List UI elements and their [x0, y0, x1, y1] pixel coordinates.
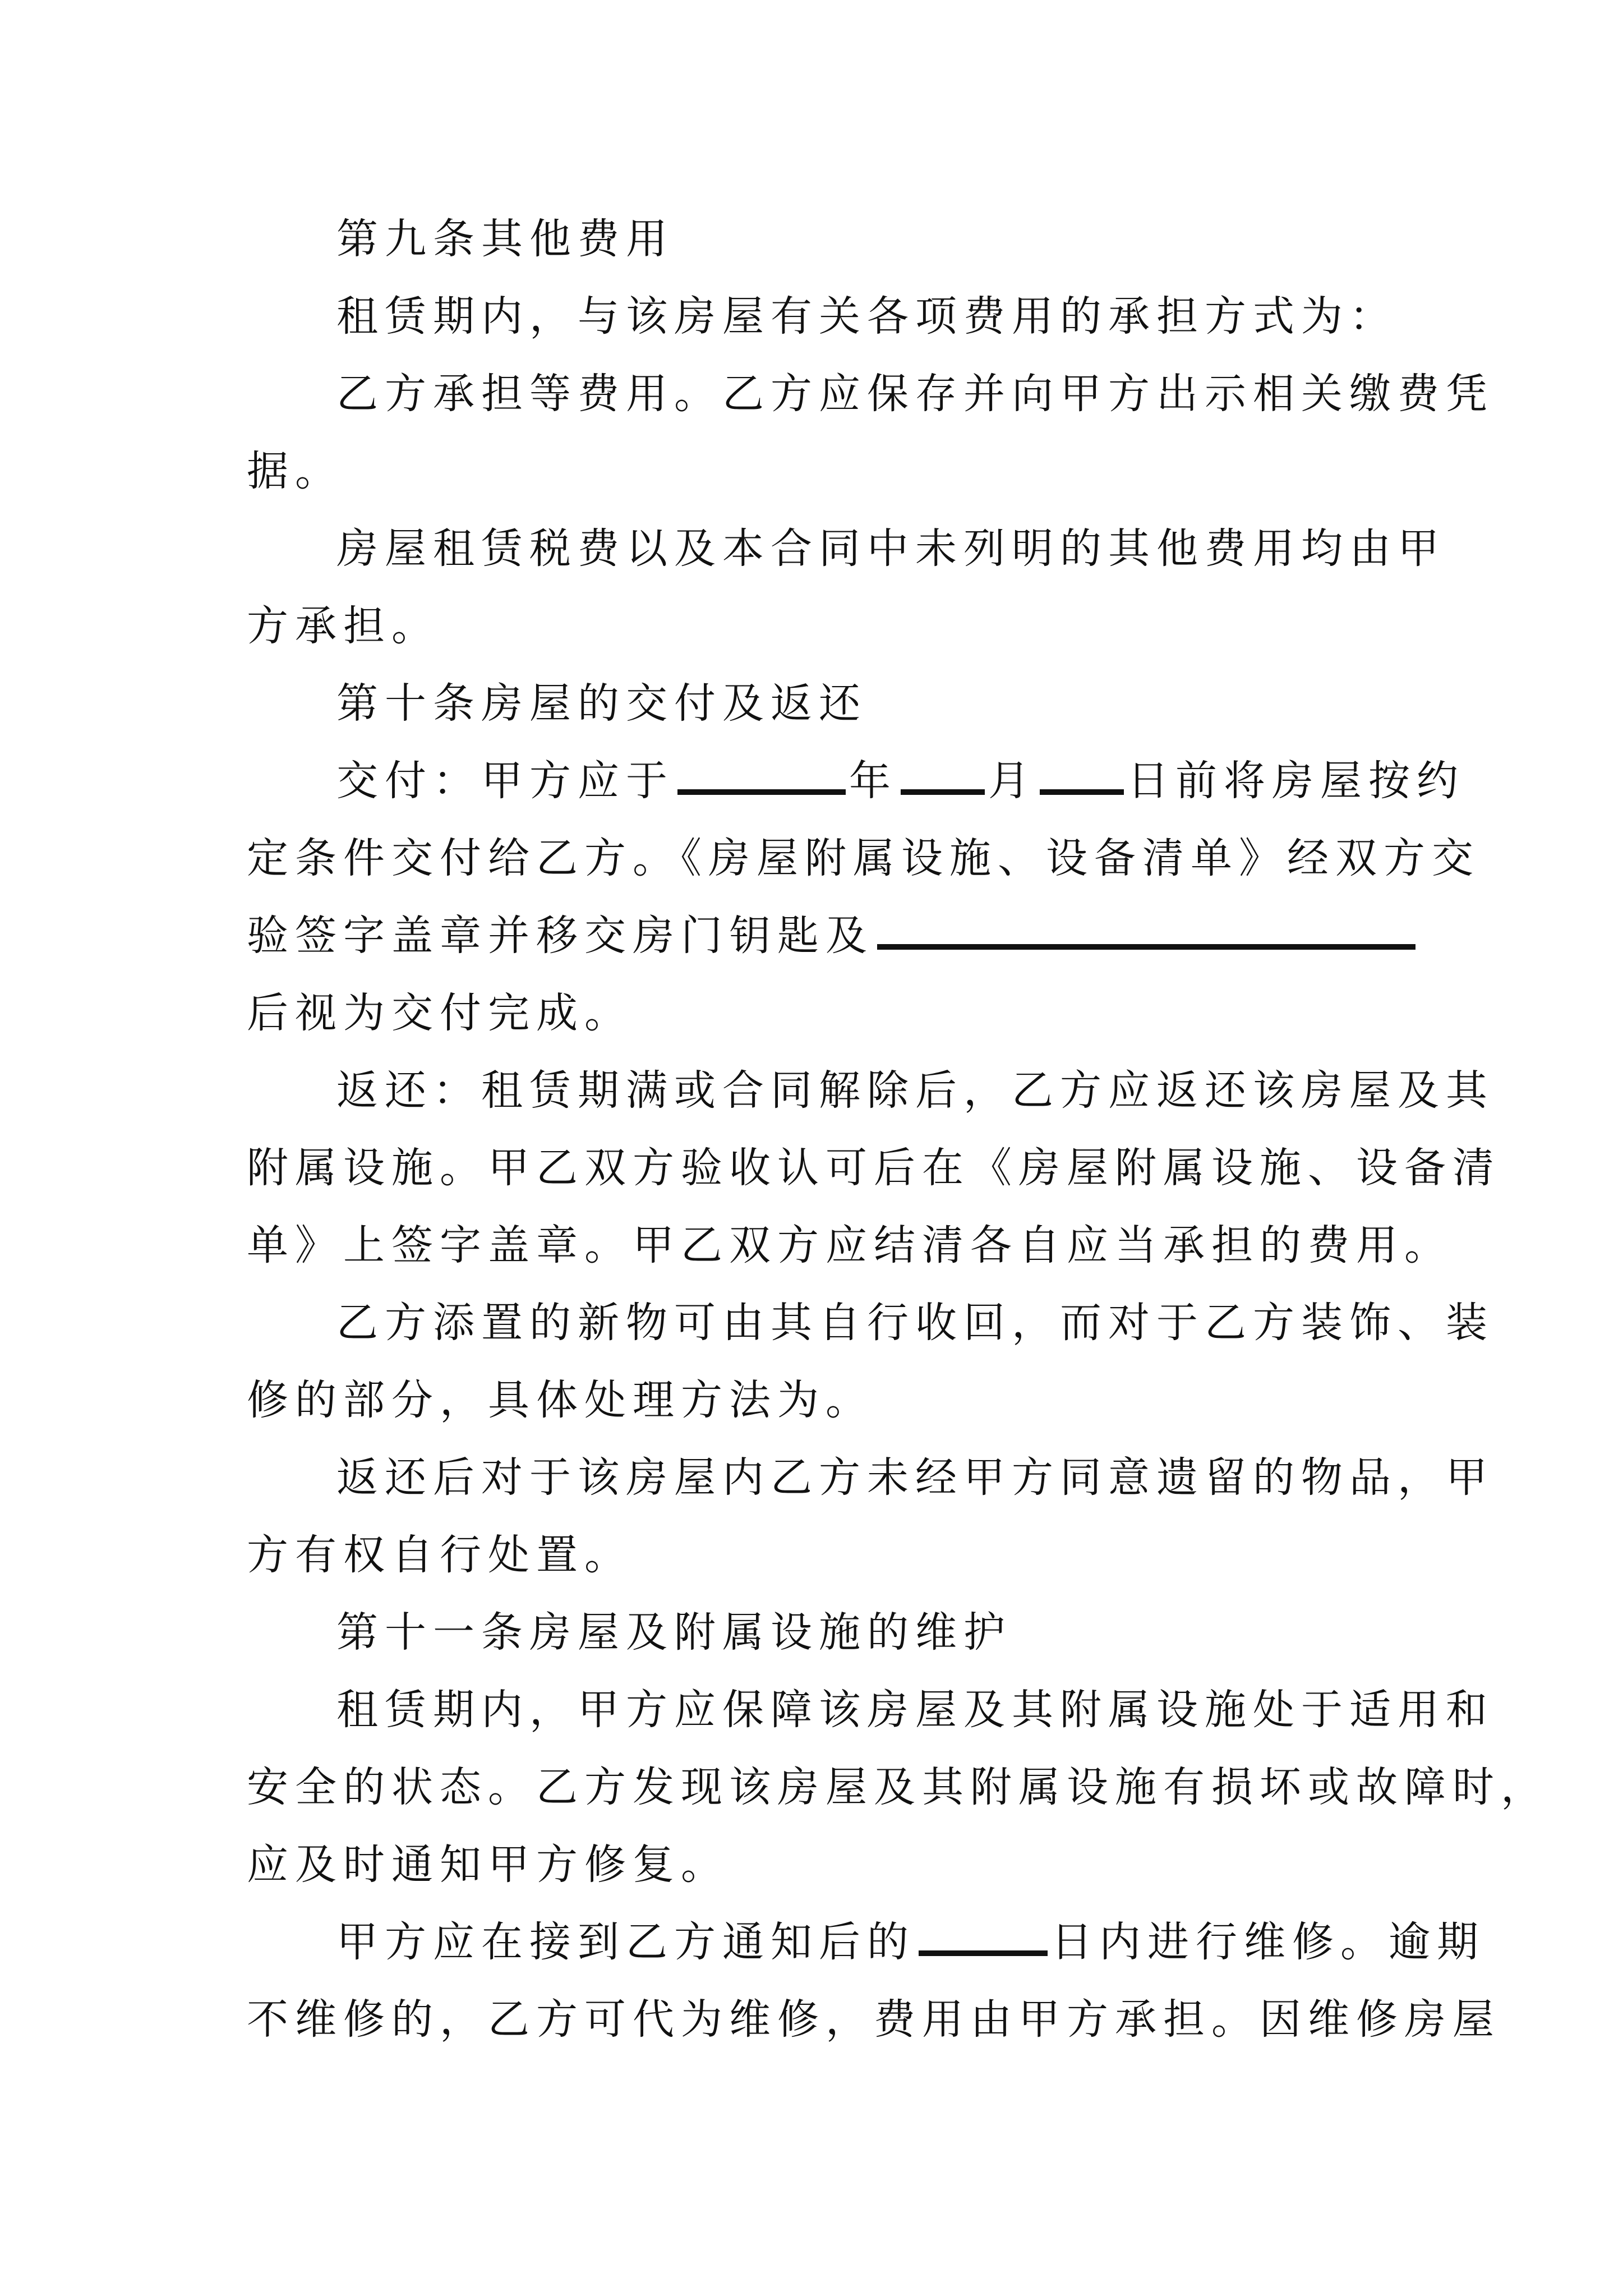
paragraph-line: 房屋租赁税费以及本合同中未列明的其他费用均由甲	[336, 524, 1446, 573]
paragraph-line: 乙方添置的新物可由其自行收回，而对于乙方装饰、装	[336, 1299, 1494, 1347]
paragraph-line: 租赁期内，与该房屋有关各项费用的承担方式为：	[336, 292, 1398, 341]
paragraph-line: 返还后对于该房屋内乙方未经甲方同意遗留的物品，甲	[336, 1453, 1494, 1502]
paragraph-line: 方有权自行处置。	[247, 1531, 633, 1579]
paragraph-line: 交付：甲方应于 年 月 日前将房屋按约	[336, 757, 1465, 805]
paragraph-line: 返还：租赁期满或合同解除后，乙方应返还该房屋及其	[336, 1066, 1494, 1115]
paragraph-line: 据。	[247, 447, 343, 495]
paragraph-line: 定条件交付给乙方。《房屋附属设施、设备清单》经双方交	[247, 834, 1480, 882]
paragraph-line: 租赁期内，甲方应保障该房屋及其附属设施处于适用和	[336, 1686, 1494, 1734]
month-blank	[901, 757, 985, 795]
paragraph-line: 验签字盖章并移交房门钥匙及	[247, 905, 1419, 967]
paragraph-line: 安全的状态。乙方发现该房屋及其附属设施有损坏或故障时，	[247, 1763, 1549, 1811]
paragraph-line: 不维修的，乙方可代为维修，费用由甲方承担。因维修房屋	[247, 1995, 1501, 2044]
paragraph-line: 单》上签字盖章。甲乙双方应结清各自应当承担的费用。	[247, 1221, 1453, 1269]
day-blank	[1040, 757, 1124, 795]
paragraph-line: 修的部分，具体处理方法为。	[247, 1376, 874, 1424]
article-10-heading: 第十条房屋的交付及返还	[336, 679, 867, 728]
paragraph-line: 应及时通知甲方修复。	[247, 1841, 729, 1889]
year-blank	[677, 757, 846, 795]
paragraph-line: 乙方承担等费用。乙方应保存并向甲方出示相关缴费凭	[336, 370, 1494, 418]
paragraph-line: 后视为交付完成。	[247, 989, 633, 1037]
paragraph-line: 方承担。	[247, 602, 440, 650]
paragraph-line: 附属设施。甲乙双方验收认可后在《房屋附属设施、设备清	[247, 1144, 1501, 1192]
days-blank	[919, 1918, 1048, 1956]
document-page	[247, 0, 1549, 2296]
article-9-heading: 第九条其他费用	[336, 215, 674, 263]
paragraph-line: 甲方应在接到乙方通知后的 日内进行维修。逾期	[336, 1918, 1485, 1966]
article-11-heading: 第十一条房屋及附属设施的维护	[336, 1608, 1012, 1657]
items-blank	[877, 912, 1415, 950]
